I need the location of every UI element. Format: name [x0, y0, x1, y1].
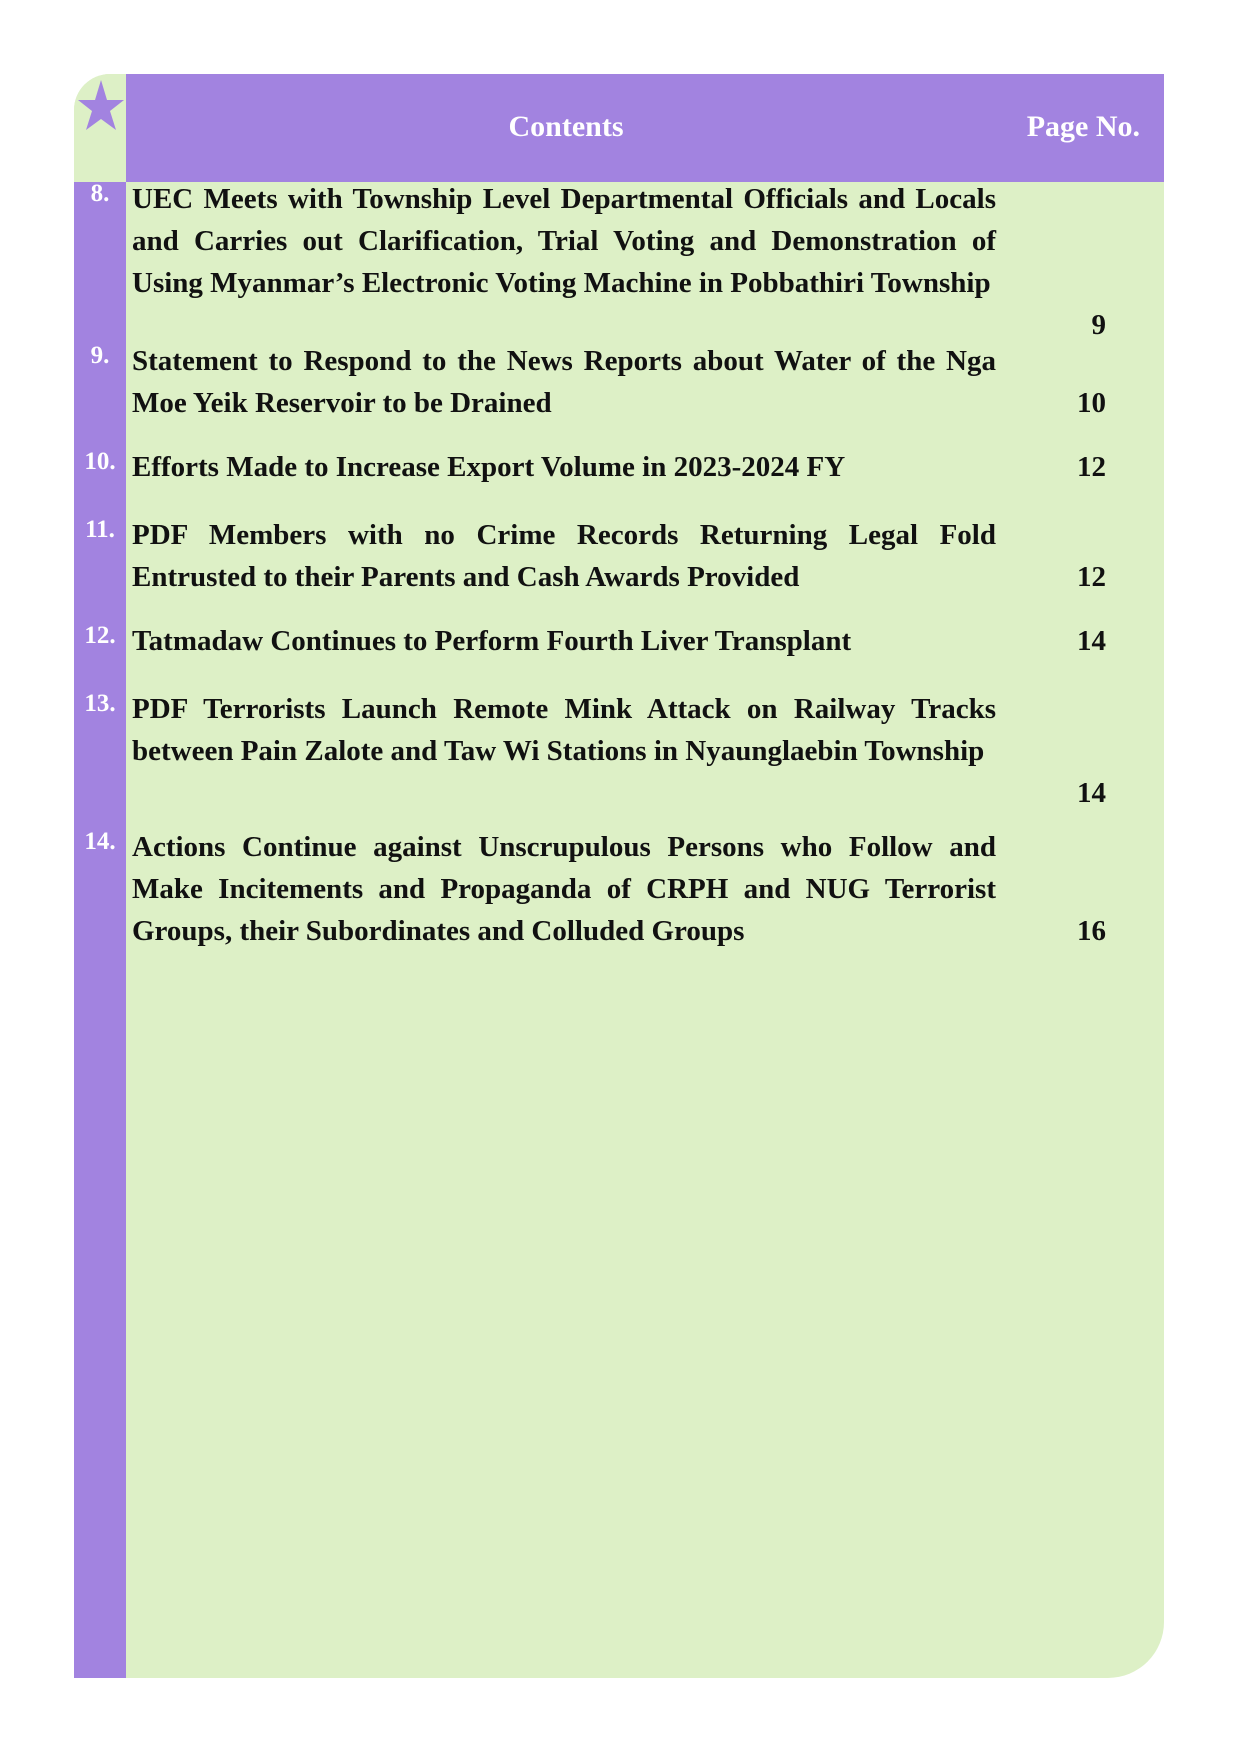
- header-page-label: Page No.: [1026, 110, 1140, 143]
- header-title: Contents: [508, 110, 624, 143]
- entry-number: 10.: [84, 448, 116, 475]
- star-icon: [76, 78, 126, 134]
- entry-title[interactable]: Actions Continue against Unscrupulous Persons who Follow and Make Incitements and Propaganda of CRPH and NUG Terrorist Groups, their Subordinates and Colluded Groups: [132, 831, 996, 947]
- contents-panel: [74, 74, 1164, 1678]
- entry-page-number: 9: [1091, 309, 1106, 341]
- entry-number: 8.: [90, 180, 110, 207]
- entry-number: 13.: [84, 690, 116, 717]
- entry-number: 14.: [84, 828, 116, 855]
- entry-title[interactable]: Efforts Made to Increase Export Volume in 2023-2024 FY: [132, 451, 846, 483]
- contents-header: [126, 74, 1164, 182]
- entry-page-number: 14: [1077, 777, 1106, 809]
- entry-title[interactable]: Statement to Respond to the News Reports about Water of the Nga Moe Yeik Reservoir to be Drained: [132, 345, 996, 419]
- entry-title[interactable]: PDF Terrorists Launch Remote Mink Attack on Railway Tracks between Pain Zalote and Taw Wi Stations in Nyaunglaebin Township: [132, 693, 996, 767]
- entry-page-number: 10: [1077, 387, 1106, 419]
- entry-page-number: 12: [1077, 561, 1106, 593]
- entry-title[interactable]: PDF Members with no Crime Records Returning Legal Fold Entrusted to their Parents and Cash Awards Provided: [132, 519, 996, 593]
- entry-page-number: 16: [1077, 915, 1106, 947]
- entry-page-number: 14: [1077, 625, 1106, 657]
- entry-number: 9.: [90, 342, 110, 369]
- number-column-bar: [74, 182, 126, 1678]
- entry-number: 12.: [84, 622, 116, 649]
- entry-title[interactable]: Tatmadaw Continues to Perform Fourth Liver Transplant: [132, 625, 852, 657]
- entry-title[interactable]: UEC Meets with Township Level Departmental Officials and Locals and Carries out Clarification, Trial Voting and Demonstration of Using Myanmar’s Electronic Voting Machine in Pobbathiri Township: [132, 183, 996, 299]
- entry-number: 11.: [85, 516, 115, 543]
- corner-cell: [74, 74, 126, 182]
- entry-page-number: 12: [1077, 451, 1106, 483]
